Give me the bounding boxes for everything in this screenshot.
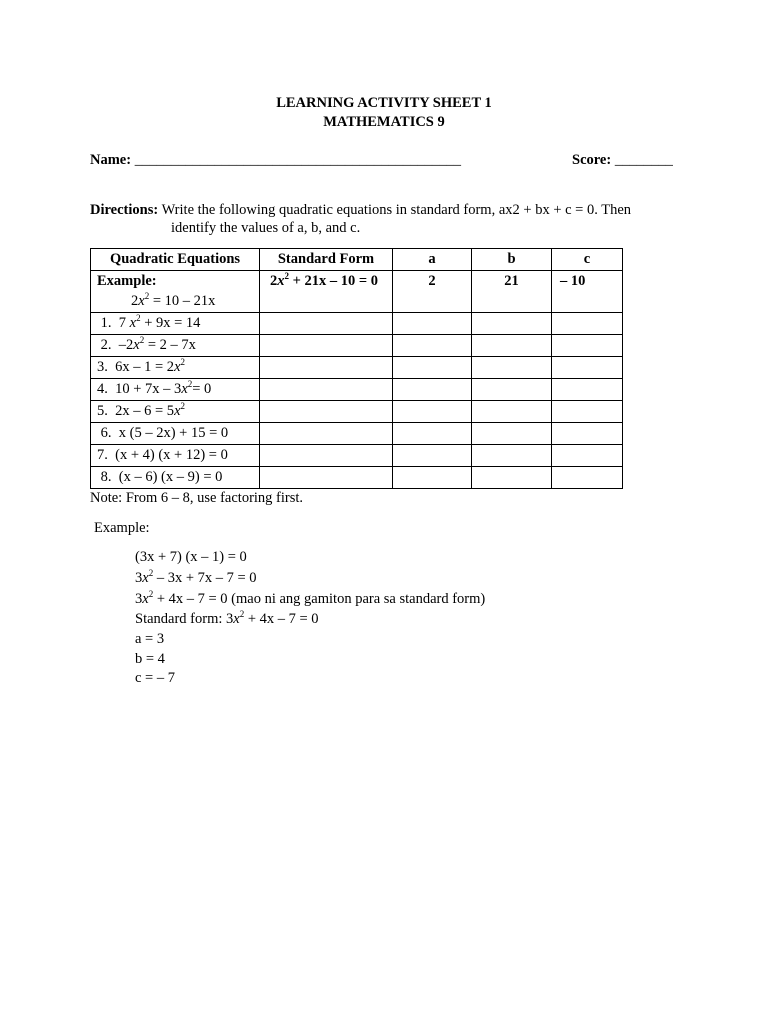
table-row: [91, 357, 623, 379]
answer-cell[interactable]: [260, 401, 393, 423]
answer-cell[interactable]: [472, 401, 552, 423]
answer-cell[interactable]: [552, 401, 623, 423]
example-line-2: $3x^2 - 3x + 7x - 7 = 0$: [135, 568, 257, 586]
answer-cell[interactable]: [472, 313, 552, 335]
table-row: [91, 401, 623, 423]
sheet-subtitle: MATHEMATICS 9: [323, 114, 445, 130]
name-label: Name:: [90, 152, 132, 168]
equation-cell: 4. $10 + 7x - 3x^2= 0$: [91, 379, 260, 401]
table-row: [91, 467, 623, 489]
answer-cell[interactable]: [552, 467, 623, 489]
equation-cell: 1. 7 $x^2 + 9x = 14$: [91, 313, 260, 335]
directions-text: Write the following quadratic equations in standard form, ax2 + bx + c = 0. Then: [161, 202, 632, 218]
sheet-title: LEARNING ACTIVITY SHEET 1: [276, 95, 492, 111]
name-line[interactable]: _____________________________________________: [134, 152, 461, 168]
answer-cell[interactable]: [472, 423, 552, 445]
example-standard-form: $2x^2 + 21x - 10 = 0$: [260, 271, 393, 313]
example-b-value: b = 4: [135, 651, 165, 667]
example-equation: $2x^2 = 10 - 21x$: [131, 291, 216, 309]
answer-cell[interactable]: [393, 467, 472, 489]
example-line-1: (3x + 7) (x – 1) = 0: [135, 549, 247, 565]
table-row: [91, 313, 623, 335]
example-c-value: c = – 7: [135, 670, 175, 686]
example-a: 2: [393, 271, 472, 313]
equation-cell: 6. x (5 – 2x) + 15 = 0: [91, 423, 260, 445]
answer-cell[interactable]: [260, 467, 393, 489]
example-c: – 10: [552, 271, 623, 313]
answer-cell[interactable]: [552, 379, 623, 401]
answer-cell[interactable]: [260, 423, 393, 445]
answer-cell[interactable]: [552, 357, 623, 379]
table-row: [91, 335, 623, 357]
answer-cell[interactable]: [260, 445, 393, 467]
answer-cell[interactable]: [393, 379, 472, 401]
directions-line2: identify the values of a, b, and c.: [171, 220, 361, 236]
equation-cell: 8. (x – 6) (x – 9) = 0: [91, 467, 260, 489]
answer-cell[interactable]: [393, 401, 472, 423]
header-c: c: [552, 249, 623, 271]
answer-cell[interactable]: [472, 445, 552, 467]
header-b: b: [472, 249, 552, 271]
example-heading: Example:: [94, 520, 150, 536]
answer-cell[interactable]: [552, 313, 623, 335]
answer-cell[interactable]: [260, 379, 393, 401]
answer-cell[interactable]: [393, 445, 472, 467]
table-row: [91, 379, 623, 401]
factoring-note: Note: From 6 – 8, use factoring first.: [90, 490, 304, 506]
example-label: Example:: [97, 273, 157, 289]
answer-cell[interactable]: [260, 357, 393, 379]
header-a: a: [393, 249, 472, 271]
answer-cell[interactable]: [260, 335, 393, 357]
answer-cell[interactable]: [472, 379, 552, 401]
equation-cell: 2. $-2x^2 = 2 - 7x$: [91, 335, 260, 357]
answer-cell[interactable]: [472, 335, 552, 357]
answer-cell[interactable]: [552, 423, 623, 445]
example-line-4: Standard form: $3x^2 + 4x - 7 = 0$: [135, 609, 319, 627]
answer-cell[interactable]: [552, 335, 623, 357]
table-row-example: [91, 271, 623, 313]
table-row: [91, 445, 623, 467]
score-field: [572, 152, 673, 169]
score-label: Score:: [572, 152, 612, 168]
equation-cell: 7. (x + 4) (x + 12) = 0: [91, 445, 260, 467]
score-line[interactable]: ________: [614, 152, 673, 168]
directions-line1: [90, 202, 631, 219]
example-line-3: $3x^2 + 4x - 7 = 0$ (mao ni ang gamiton para sa standard form): [135, 589, 486, 607]
answer-cell[interactable]: [552, 445, 623, 467]
answer-cell[interactable]: [472, 467, 552, 489]
answer-cell[interactable]: [472, 357, 552, 379]
name-field: [90, 152, 461, 169]
example-b: 21: [472, 271, 552, 313]
answer-cell[interactable]: [393, 335, 472, 357]
table-row: [91, 423, 623, 445]
equation-cell: 5. $2x - 6 = 5x^2$: [91, 401, 260, 423]
answer-cell[interactable]: [260, 313, 393, 335]
example-a-value: a = 3: [135, 631, 165, 647]
equation-cell: 3. $6x - 1 = 2x^2$: [91, 357, 260, 379]
example-equation-cell: [91, 271, 260, 313]
answer-cell[interactable]: [393, 423, 472, 445]
table-header-row: [91, 249, 623, 271]
header-standard-form: Standard Form: [260, 249, 393, 271]
answer-cell[interactable]: [393, 357, 472, 379]
quadratic-table: [90, 248, 623, 489]
header-quadratic-equations: Quadratic Equations: [91, 249, 260, 271]
answer-cell[interactable]: [393, 313, 472, 335]
directions-label: Directions:: [90, 202, 159, 218]
